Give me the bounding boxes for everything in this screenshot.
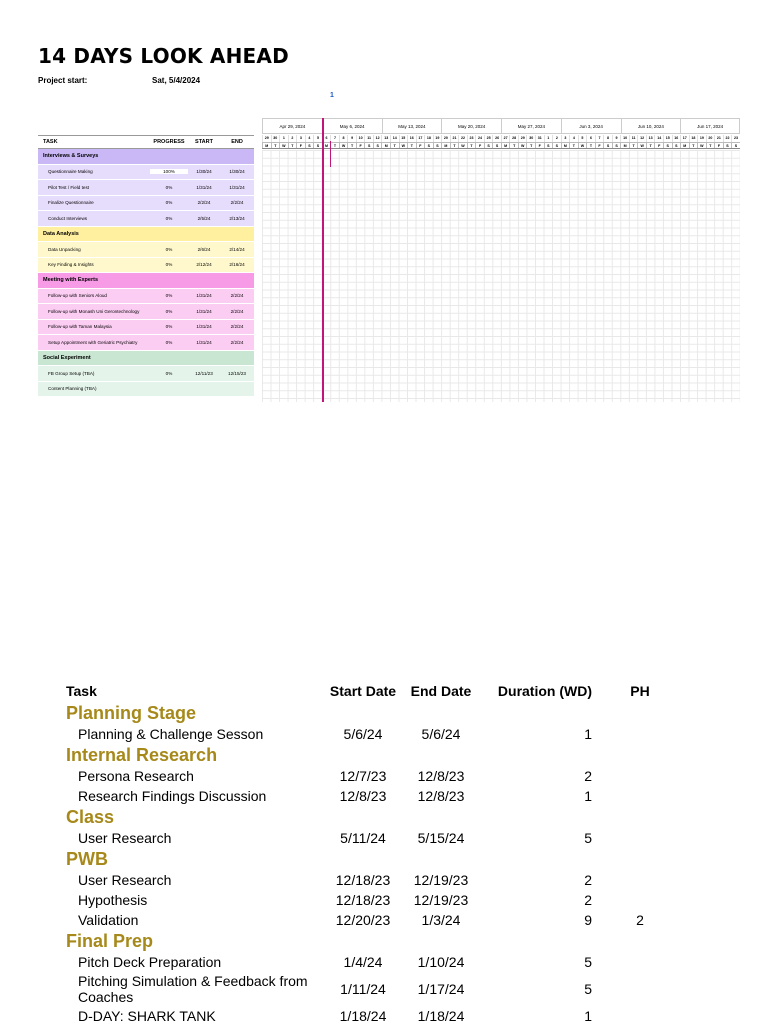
schedule-end-date: 1/3/24 <box>421 912 461 928</box>
day-number: 5 <box>313 135 322 142</box>
day-number: 26 <box>492 135 501 142</box>
gantt-start-date: 2/5/24 <box>197 215 211 221</box>
day-number: 4 <box>305 135 314 142</box>
schedule-col-duration: Duration (WD) <box>497 683 592 699</box>
day-letter: W <box>578 142 587 148</box>
schedule-section-row <box>66 702 706 724</box>
day-number: 24 <box>475 135 484 142</box>
day-letter: S <box>723 142 732 148</box>
day-number: 1 <box>279 135 288 142</box>
schedule-col-task: Task <box>66 683 97 699</box>
day-number: 5 <box>578 135 587 142</box>
gantt-rows <box>38 149 254 397</box>
day-number-row <box>262 135 740 142</box>
gantt-section-row <box>38 351 254 367</box>
gantt-task-row <box>38 289 254 305</box>
gantt-end-date: 12/15/23 <box>228 370 246 376</box>
day-letter: S <box>672 142 681 148</box>
day-letter: S <box>364 142 373 148</box>
week-label: Jun 3, 2024 <box>561 118 621 134</box>
day-letter: S <box>424 142 433 148</box>
gantt-start-date: 2/12/24 <box>196 262 212 268</box>
gantt-task-name: Key Finding & Insights <box>48 262 94 268</box>
day-number: 19 <box>433 135 442 142</box>
gantt-progress: 0% <box>165 308 173 314</box>
week-label: Jun 10, 2024 <box>621 118 681 134</box>
col-end-header: END <box>231 139 243 145</box>
schedule-task-name: PWB <box>66 848 108 869</box>
gantt-task-row <box>38 211 254 227</box>
schedule-start-date: 5/11/24 <box>340 830 386 846</box>
week-label: Apr 29, 2024 <box>262 118 322 134</box>
day-number: 12 <box>637 135 646 142</box>
day-number: 17 <box>416 135 425 142</box>
day-letter: T <box>288 142 297 148</box>
schedule-duration: 1 <box>584 1008 592 1024</box>
schedule-duration: 5 <box>584 954 592 970</box>
gantt-task-row <box>38 258 254 274</box>
day-letter-row <box>262 142 740 149</box>
schedule-start-date: 1/18/24 <box>339 1008 387 1024</box>
day-number: 18 <box>424 135 433 142</box>
day-number: 31 <box>535 135 544 142</box>
schedule-start-date: 5/6/24 <box>343 726 383 742</box>
gantt-task-name: Finalize Questionnaire <box>48 200 94 206</box>
gantt-progress: 0% <box>165 339 173 345</box>
schedule-col-ph: PH <box>630 683 650 699</box>
today-marker <box>330 141 331 167</box>
gantt-task-name: Follow-up with Seniors Aloud <box>48 293 107 299</box>
gantt-progress-value: 100% <box>150 169 188 174</box>
gantt-task-name: Social Experiment <box>43 354 91 361</box>
day-number: 13 <box>381 135 390 142</box>
schedule-end-date: 12/8/23 <box>417 788 465 804</box>
schedule-duration: 2 <box>584 892 592 908</box>
day-letter: F <box>714 142 723 148</box>
schedule-col-start: Start Date <box>329 683 397 699</box>
day-number: 9 <box>612 135 621 142</box>
gantt-task-row <box>38 382 254 398</box>
schedule-task-name: Internal Research <box>66 744 218 765</box>
gantt-start-date: 1/31/24 <box>196 324 212 330</box>
gantt-start-date: 1/30/24 <box>196 169 212 175</box>
day-number: 11 <box>364 135 373 142</box>
day-number: 7 <box>330 135 339 142</box>
schedule-end-date: 5/15/24 <box>417 830 465 846</box>
gantt-task-name: Follow-up with Monash Uni Gerontechnology <box>48 308 140 314</box>
day-number: 15 <box>399 135 408 142</box>
day-number: 30 <box>526 135 535 142</box>
week-header-row <box>262 118 740 134</box>
day-number: 2 <box>552 135 561 142</box>
day-letter: M <box>262 142 271 148</box>
today-line <box>322 118 324 402</box>
day-number: 19 <box>697 135 706 142</box>
day-letter: M <box>680 142 689 148</box>
day-letter: F <box>356 142 365 148</box>
schedule-start-date: 1/4/24 <box>343 954 383 970</box>
gantt-progress: 0% <box>165 200 173 206</box>
schedule-start-date: 1/11/24 <box>340 981 386 997</box>
gantt-progress: 0% <box>165 215 173 221</box>
day-letter: S <box>544 142 553 148</box>
day-letter: T <box>629 142 638 148</box>
gantt-task-name: Conduct Interviews <box>48 215 88 221</box>
gantt-task-row <box>38 335 254 351</box>
gantt-end-date: 2/2/24 <box>230 293 244 299</box>
day-number: 6 <box>586 135 595 142</box>
gantt-start-date: 2/6/24 <box>197 246 211 252</box>
schedule-table <box>66 680 706 1024</box>
schedule-end-date: 5/6/24 <box>421 726 461 742</box>
day-letter: S <box>313 142 322 148</box>
day-number: 8 <box>603 135 612 142</box>
day-letter: M <box>381 142 390 148</box>
schedule-task-row <box>66 828 706 848</box>
day-letter: W <box>697 142 706 148</box>
day-letter: F <box>416 142 425 148</box>
week-label: May 27, 2024 <box>501 118 561 134</box>
day-number: 11 <box>629 135 638 142</box>
day-number: 29 <box>518 135 527 142</box>
day-letter: T <box>569 142 578 148</box>
schedule-task-name: Planning Stage <box>66 702 197 723</box>
week-label: Jun 17, 2024 <box>680 118 740 134</box>
day-letter: T <box>509 142 518 148</box>
schedule-task-name: Pitch Deck Preparation <box>78 954 222 970</box>
gantt-task-name: Follow-up with Taman Malaysia <box>48 324 112 330</box>
schedule-duration: 9 <box>584 912 592 928</box>
gantt-progress: 0% <box>165 246 173 252</box>
day-letter: S <box>484 142 493 148</box>
day-letter: T <box>330 142 339 148</box>
schedule-header-row <box>66 680 706 702</box>
day-letter: W <box>399 142 408 148</box>
day-number: 25 <box>484 135 493 142</box>
day-letter: T <box>347 142 356 148</box>
gantt-end-date: 1/30/24 <box>229 169 245 175</box>
schedule-task-name: Research Findings Discussion <box>78 788 267 804</box>
day-letter: T <box>706 142 715 148</box>
gantt-end-date: 2/2/24 <box>230 200 244 206</box>
timeline-marker-number: 1 <box>330 92 334 99</box>
day-number: 3 <box>296 135 305 142</box>
schedule-section-row <box>66 806 706 828</box>
schedule-task-name: Validation <box>78 912 139 928</box>
gantt-task-row <box>38 180 254 196</box>
day-number: 16 <box>672 135 681 142</box>
gantt-task-row <box>38 304 254 320</box>
col-progress-header: PROGRESS <box>153 139 185 145</box>
gantt-progress <box>150 169 188 174</box>
gantt-progress: 0% <box>165 184 173 190</box>
timeline-grid <box>262 150 740 402</box>
day-letter: M <box>501 142 510 148</box>
day-number: 30 <box>271 135 280 142</box>
day-number: 22 <box>723 135 732 142</box>
day-number: 22 <box>458 135 467 142</box>
schedule-task-name: Planning & Challenge Sesson <box>78 726 264 742</box>
day-letter: T <box>407 142 416 148</box>
day-letter: F <box>595 142 604 148</box>
day-letter: T <box>450 142 459 148</box>
gantt-end-date: 2/16/24 <box>229 262 245 268</box>
day-letter: W <box>339 142 348 148</box>
gantt-progress: 0% <box>165 370 173 376</box>
day-letter: W <box>279 142 288 148</box>
day-number: 7 <box>595 135 604 142</box>
gantt-task-row <box>38 196 254 212</box>
day-number: 1 <box>544 135 553 142</box>
day-number: 13 <box>646 135 655 142</box>
schedule-section-row <box>66 848 706 870</box>
gantt-start-date: 1/31/24 <box>196 184 212 190</box>
day-letter: T <box>390 142 399 148</box>
day-letter: W <box>458 142 467 148</box>
schedule-col-end: End Date <box>410 683 472 699</box>
week-label: May 13, 2024 <box>382 118 442 134</box>
day-letter: F <box>535 142 544 148</box>
col-start-header: START <box>195 139 213 145</box>
schedule-end-date: 1/17/24 <box>417 981 465 997</box>
day-letter: T <box>646 142 655 148</box>
day-number: 9 <box>347 135 356 142</box>
schedule-end-date: 1/18/24 <box>417 1008 465 1024</box>
schedule-duration: 5 <box>584 981 592 997</box>
day-letter: F <box>475 142 484 148</box>
day-letter: M <box>620 142 629 148</box>
gantt-task-name: Data Unpacking <box>48 246 81 252</box>
day-letter: M <box>561 142 570 148</box>
day-letter: T <box>526 142 535 148</box>
day-letter: W <box>518 142 527 148</box>
schedule-duration: 1 <box>584 726 592 742</box>
gantt-section-row <box>38 149 254 165</box>
col-task-header: TASK <box>43 139 58 145</box>
day-number: 4 <box>569 135 578 142</box>
schedule-duration: 1 <box>584 788 592 804</box>
page-title: 14 DAYS LOOK AHEAD <box>38 44 289 68</box>
schedule-start-date: 12/18/23 <box>335 872 391 888</box>
day-letter: S <box>731 142 740 148</box>
schedule-end-date: 12/19/23 <box>413 872 469 888</box>
gantt-header-row <box>38 135 254 149</box>
day-letter: S <box>373 142 382 148</box>
day-number: 27 <box>501 135 510 142</box>
gantt-end-date: 2/14/24 <box>229 246 245 252</box>
schedule-duration: 2 <box>584 872 592 888</box>
schedule-task-row <box>66 890 706 910</box>
gantt-progress: 0% <box>165 324 173 330</box>
schedule-ph: 2 <box>636 912 644 928</box>
day-letter: M <box>322 142 331 148</box>
schedule-rows <box>66 702 706 1024</box>
day-number: 23 <box>731 135 740 142</box>
day-number: 28 <box>509 135 518 142</box>
day-number: 29 <box>262 135 271 142</box>
schedule-task-row <box>66 952 706 972</box>
gantt-task-row <box>38 320 254 336</box>
schedule-task-row <box>66 870 706 890</box>
schedule-task-name: User Research <box>78 872 172 888</box>
schedule-task-name: Final Prep <box>66 930 154 951</box>
gantt-task-row <box>38 366 254 382</box>
schedule-section-row <box>66 930 706 952</box>
project-start-value: Sat, 5/4/2024 <box>152 76 201 85</box>
schedule-end-date: 12/19/23 <box>413 892 469 908</box>
day-number: 10 <box>620 135 629 142</box>
gantt-start-date: 1/31/24 <box>196 293 212 299</box>
day-number: 14 <box>654 135 663 142</box>
gantt-timeline <box>262 118 740 149</box>
day-number: 6 <box>322 135 331 142</box>
day-letter: S <box>612 142 621 148</box>
gantt-start-date: 1/31/24 <box>196 339 212 345</box>
gantt-task-name: FB Group Setup (TBA) <box>48 370 95 376</box>
schedule-start-date: 12/7/23 <box>339 768 387 784</box>
schedule-task-row <box>66 1006 706 1024</box>
day-number: 14 <box>390 135 399 142</box>
day-number: 10 <box>356 135 365 142</box>
schedule-task-name: Hypothesis <box>78 892 148 908</box>
schedule-end-date: 1/10/24 <box>417 954 465 970</box>
day-number: 8 <box>339 135 348 142</box>
project-start-label: Project start: <box>38 76 88 85</box>
gantt-end-date: 2/13/24 <box>229 215 245 221</box>
week-label: May 20, 2024 <box>441 118 501 134</box>
day-letter: M <box>441 142 450 148</box>
gantt-section-row <box>38 273 254 289</box>
gantt-task-name: Questionnaire Making <box>48 169 93 175</box>
gantt-end-date: 2/2/24 <box>230 308 244 314</box>
day-letter: F <box>296 142 305 148</box>
gantt-end-date: 1/31/24 <box>229 184 245 190</box>
schedule-task-name: Pitching Simulation & Feedback from Coaches <box>78 973 308 1005</box>
gantt-progress: 0% <box>165 262 173 268</box>
day-letter: S <box>552 142 561 148</box>
gantt-task-name: Meeting with Experts <box>43 277 99 284</box>
gantt-task-name: Content Planning (TBA) <box>48 386 97 392</box>
gantt-end-date: 2/2/24 <box>230 324 244 330</box>
schedule-task-name: D-DAY: SHARK TANK <box>78 1008 216 1024</box>
day-letter: S <box>663 142 672 148</box>
schedule-task-name: Class <box>66 806 115 827</box>
day-number: 12 <box>373 135 382 142</box>
day-letter: S <box>433 142 442 148</box>
gantt-task-table <box>38 135 254 397</box>
schedule-task-row <box>66 786 706 806</box>
day-number: 3 <box>561 135 570 142</box>
schedule-start-date: 12/18/23 <box>335 892 391 908</box>
schedule-task-name: User Research <box>78 830 172 846</box>
gantt-task-name: Setup Appointment with Geriatric Psychiatry <box>48 339 138 345</box>
day-letter: S <box>603 142 612 148</box>
schedule-duration: 5 <box>584 830 592 846</box>
day-letter: S <box>305 142 314 148</box>
gantt-start-date: 12/11/23 <box>195 370 213 376</box>
schedule-start-date: 12/8/23 <box>339 788 387 804</box>
schedule-start-date: 12/20/23 <box>335 912 391 928</box>
schedule-end-date: 12/8/23 <box>417 768 465 784</box>
gantt-task-name: Interviews & Surveys <box>43 153 99 160</box>
day-number: 18 <box>689 135 698 142</box>
gantt-section-row <box>38 227 254 243</box>
schedule-task-row <box>66 766 706 786</box>
gantt-start-date: 1/31/24 <box>196 308 212 314</box>
gantt-end-date: 2/2/24 <box>230 339 244 345</box>
day-number: 15 <box>663 135 672 142</box>
day-letter: F <box>654 142 663 148</box>
schedule-task-row <box>66 724 706 744</box>
day-letter: T <box>689 142 698 148</box>
gantt-task-name: Pilot Test / Field test <box>48 184 90 190</box>
day-number: 20 <box>441 135 450 142</box>
schedule-task-row <box>66 972 706 1006</box>
day-number: 16 <box>407 135 416 142</box>
day-letter: T <box>271 142 280 148</box>
week-label: May 6, 2024 <box>322 118 382 134</box>
day-number: 21 <box>450 135 459 142</box>
day-number: 2 <box>288 135 297 142</box>
day-letter: S <box>492 142 501 148</box>
gantt-task-row <box>38 242 254 258</box>
day-letter: T <box>467 142 476 148</box>
gantt-progress: 0% <box>165 293 173 299</box>
schedule-section-row <box>66 744 706 766</box>
day-letter: T <box>586 142 595 148</box>
day-number: 23 <box>467 135 476 142</box>
schedule-task-row <box>66 910 706 930</box>
day-number: 20 <box>706 135 715 142</box>
gantt-task-row <box>38 165 254 181</box>
schedule-task-name: Persona Research <box>78 768 194 784</box>
day-number: 17 <box>680 135 689 142</box>
gantt-task-name: Data Analysis <box>43 230 79 237</box>
day-number: 21 <box>714 135 723 142</box>
gantt-start-date: 2/2/24 <box>197 200 211 206</box>
schedule-duration: 2 <box>584 768 592 784</box>
day-letter: W <box>637 142 646 148</box>
